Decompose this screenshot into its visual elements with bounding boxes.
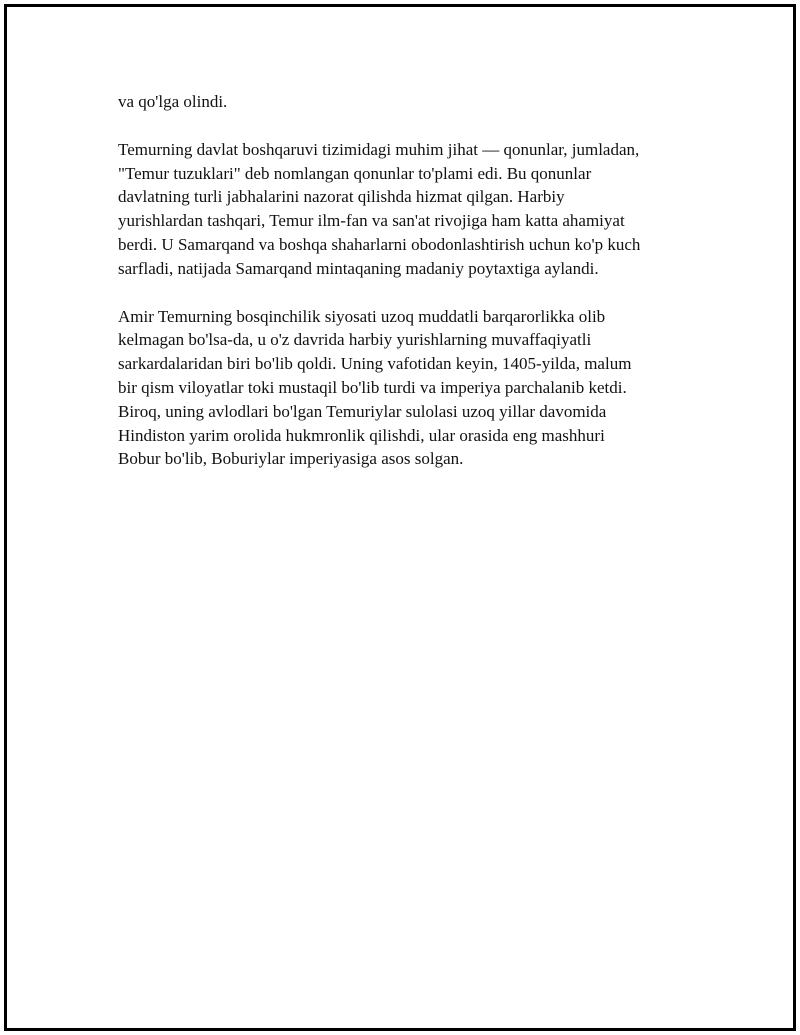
paragraph-laws-and-culture: Temurning davlat boshqaruvi tizimidagi muhim jihat — qonunlar, jumladan, "Temur tuzuklari" deb nomlangan qonunlar to'plami edi. Bu qonunlar davlatning turli jabhalarini nazorat qilishda hizmat qilgan. Harbiy yurishlardan tashqari, Temur ilm-fan va san'at rivojiga ham katta ahamiyat berdi. U Samarqand va boshqa shaharlarni obodonlashtirish uchun ko'p kuch sarfladi, natijada Samarqand mintaqaning madaniy poytaxtiga aylandi. (118, 139, 641, 278)
document-body (118, 90, 698, 495)
paragraph-legacy: Amir Temurning bosqinchilik siyosati uzoq muddatli barqarorlikka olib kelmagan bo'lsa-da, u o'z davrida harbiy yurishlarning muvaffaqiyatli sarkardalaridan biri bo'lib qoldi. Uning vafotidan keyin, 1405-yilda, malum bir qism viloyatlar toki mustaqil bo'lib turdi va imperiya parchalanib ketdi. Biroq, uning avlodlari bo'lgan Temuriylar sulolasi uzoq yillar davomida Hindiston yarim orolida hukmronlik qilishdi, ular orasida eng mashhuri Bobur bo'lib, Boburiylar imperiyasiga asos solgan. (118, 306, 632, 469)
paragraph-continuation: va qo'lga olindi. (118, 92, 228, 111)
